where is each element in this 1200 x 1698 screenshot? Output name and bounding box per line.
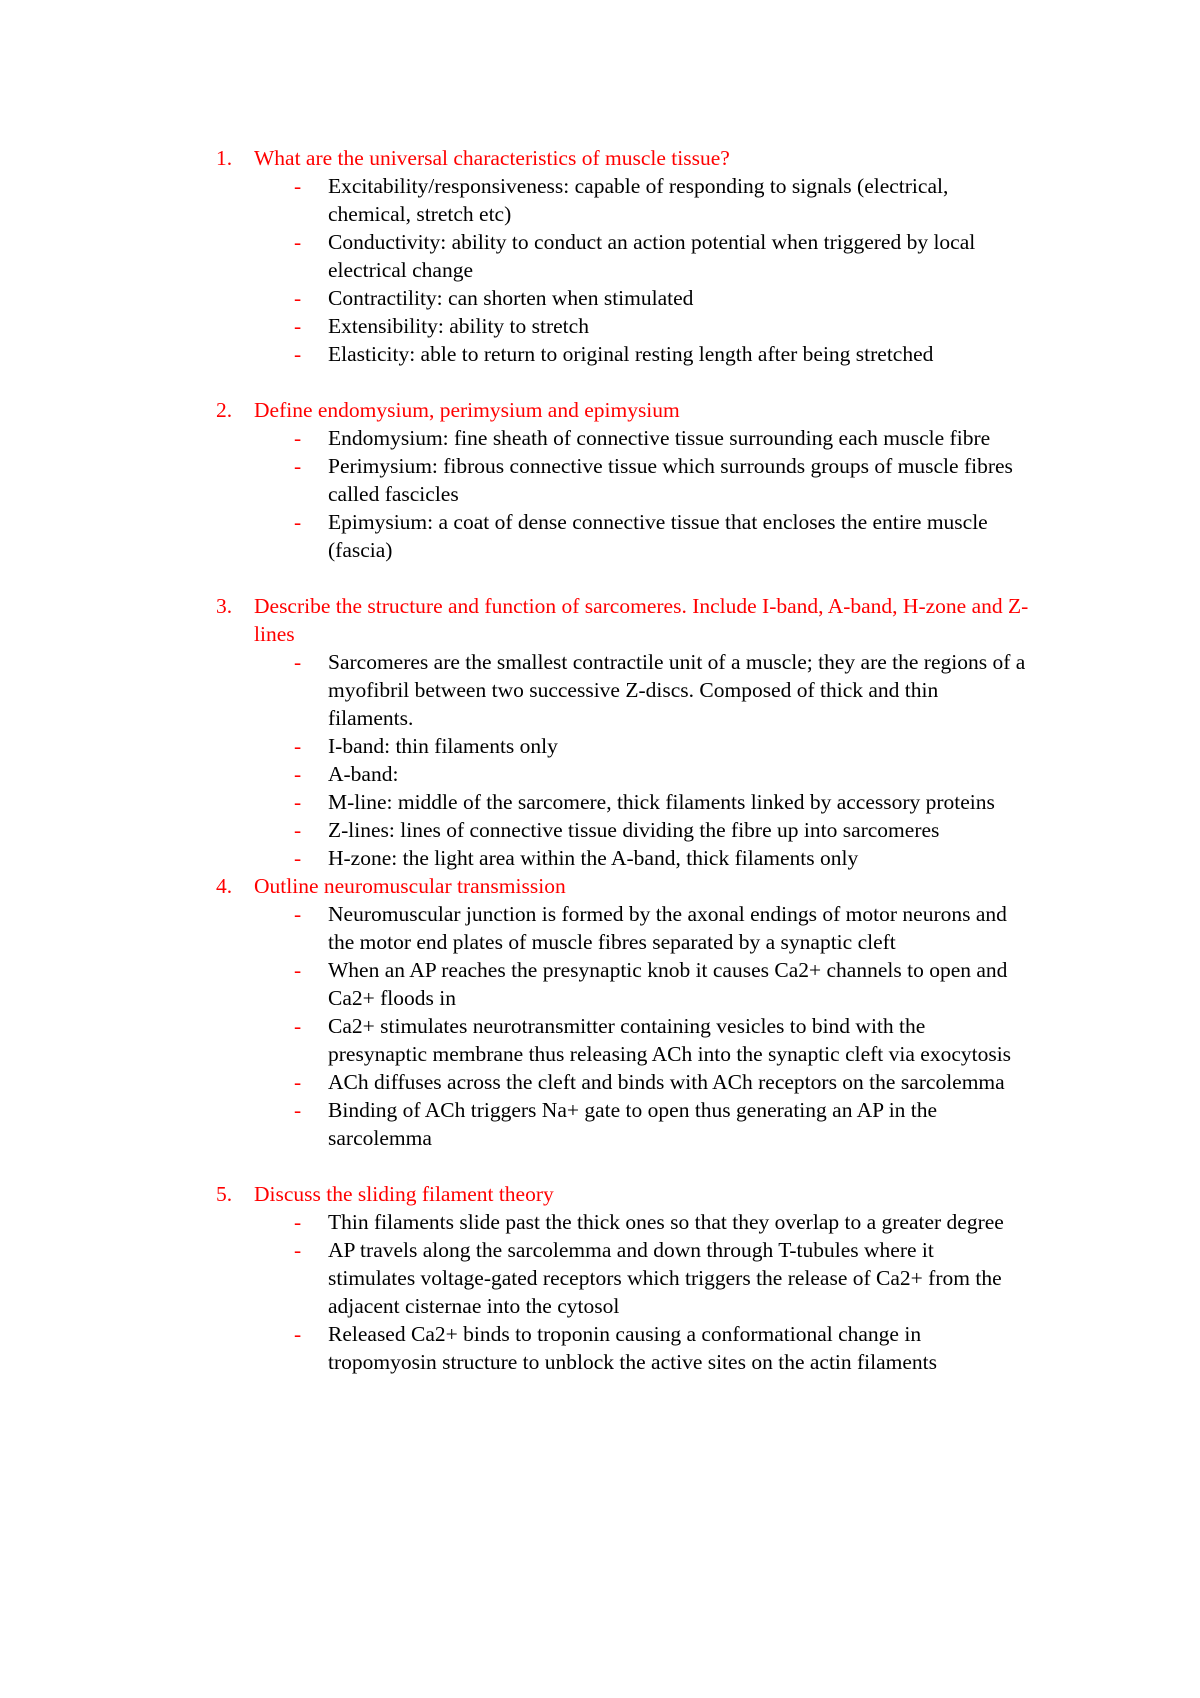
dash-bullet: - bbox=[294, 1014, 302, 1038]
answer-text: M-line: middle of the sarcomere, thick filaments linked by accessory proteins bbox=[328, 790, 995, 814]
answer-text: Neuromuscular junction is formed by the axonal endings of motor neurons and the motor end plates of muscle fibres separated by a synaptic cleft bbox=[328, 902, 1007, 954]
answer-text: A-band: bbox=[328, 762, 399, 786]
answer-text: Elasticity: able to return to original resting length after being stretched bbox=[328, 342, 934, 366]
answer-item bbox=[294, 816, 1036, 844]
answer-item bbox=[294, 172, 1036, 228]
question-4 bbox=[216, 872, 1036, 1152]
answer-list bbox=[216, 900, 1036, 1152]
answer-item bbox=[294, 956, 1036, 1012]
dash-bullet: - bbox=[294, 958, 302, 982]
answer-item bbox=[294, 788, 1036, 816]
question-5 bbox=[216, 1180, 1036, 1376]
answer-text: I-band: thin filaments only bbox=[328, 734, 558, 758]
answer-item bbox=[294, 424, 1036, 452]
question-heading bbox=[216, 592, 1036, 648]
dash-bullet: - bbox=[294, 1070, 302, 1094]
dash-bullet: - bbox=[294, 1210, 302, 1234]
dash-bullet: - bbox=[294, 902, 302, 926]
dash-bullet: - bbox=[294, 230, 302, 254]
answer-text: Endomysium: fine sheath of connective tissue surrounding each muscle fibre bbox=[328, 426, 991, 450]
dash-bullet: - bbox=[294, 790, 302, 814]
question-heading bbox=[216, 396, 1036, 424]
question-heading bbox=[216, 144, 1036, 172]
question-number: 2. bbox=[216, 398, 233, 422]
answer-text: Perimysium: fibrous connective tissue which surrounds groups of muscle fibres called fascicles bbox=[328, 454, 1013, 506]
dash-bullet: - bbox=[294, 818, 302, 842]
answer-text: Excitability/responsiveness: capable of responding to signals (electrical, chemical, stretch etc) bbox=[328, 174, 949, 226]
answer-item bbox=[294, 228, 1036, 284]
answer-text: Binding of ACh triggers Na+ gate to open thus generating an AP in the sarcolemma bbox=[328, 1098, 938, 1150]
answer-item bbox=[294, 340, 1036, 368]
dash-bullet: - bbox=[294, 510, 302, 534]
answer-text: When an AP reaches the presynaptic knob it causes Ca2+ channels to open and Ca2+ floods in bbox=[328, 958, 1008, 1010]
answer-item bbox=[294, 1096, 1036, 1152]
question-3 bbox=[216, 592, 1036, 872]
answer-text: Extensibility: ability to stretch bbox=[328, 314, 589, 338]
dash-bullet: - bbox=[294, 1098, 302, 1122]
answer-text: Thin filaments slide past the thick ones so that they overlap to a greater degree bbox=[328, 1210, 1004, 1234]
question-text: What are the universal characteristics of muscle tissue? bbox=[254, 146, 730, 170]
answer-item bbox=[294, 732, 1036, 760]
answer-text: Epimysium: a coat of dense connective tissue that encloses the entire muscle (fascia) bbox=[328, 510, 988, 562]
answer-item bbox=[294, 1208, 1036, 1236]
question-text: Discuss the sliding filament theory bbox=[254, 1182, 554, 1206]
answer-text: Conductivity: ability to conduct an action potential when triggered by local electrical change bbox=[328, 230, 976, 282]
answer-item bbox=[294, 452, 1036, 508]
answer-item bbox=[294, 648, 1036, 732]
answer-text: Z-lines: lines of connective tissue dividing the fibre up into sarcomeres bbox=[328, 818, 940, 842]
answer-text: H-zone: the light area within the A-band, thick filaments only bbox=[328, 846, 859, 870]
answer-item bbox=[294, 508, 1036, 564]
dash-bullet: - bbox=[294, 1322, 302, 1346]
question-number: 5. bbox=[216, 1182, 233, 1206]
question-number: 3. bbox=[216, 594, 233, 618]
answer-item bbox=[294, 1320, 1036, 1376]
question-text: Define endomysium, perimysium and epimysium bbox=[254, 398, 680, 422]
dash-bullet: - bbox=[294, 174, 302, 198]
question-heading bbox=[216, 1180, 1036, 1208]
question-heading bbox=[216, 872, 1036, 900]
answer-text: Released Ca2+ binds to troponin causing a conformational change in tropomyosin structure to unblock the active sites on the actin filaments bbox=[328, 1322, 938, 1374]
dash-bullet: - bbox=[294, 846, 302, 870]
question-text: Describe the structure and function of sarcomeres. Include I-band, A-band, H-zone and Z-lines bbox=[254, 594, 1029, 646]
answer-item bbox=[294, 900, 1036, 956]
answer-list bbox=[216, 1208, 1036, 1376]
dash-bullet: - bbox=[294, 1238, 302, 1262]
question-1 bbox=[216, 144, 1036, 368]
dash-bullet: - bbox=[294, 286, 302, 310]
answer-item bbox=[294, 1236, 1036, 1320]
answer-text: ACh diffuses across the cleft and binds with ACh receptors on the sarcolemma bbox=[328, 1070, 1005, 1094]
answer-item bbox=[294, 284, 1036, 312]
dash-bullet: - bbox=[294, 762, 302, 786]
dash-bullet: - bbox=[294, 650, 302, 674]
question-2 bbox=[216, 396, 1036, 564]
answer-item bbox=[294, 760, 1036, 788]
dash-bullet: - bbox=[294, 454, 302, 478]
answer-text: Contractility: can shorten when stimulated bbox=[328, 286, 694, 310]
answer-text: Sarcomeres are the smallest contractile unit of a muscle; they are the regions of a myofibril between two successive Z-discs. Composed of thick and thin filaments. bbox=[328, 650, 1026, 730]
question-list bbox=[216, 144, 1036, 1376]
answer-item bbox=[294, 844, 1036, 872]
dash-bullet: - bbox=[294, 426, 302, 450]
dash-bullet: - bbox=[294, 342, 302, 366]
answer-text: Ca2+ stimulates neurotransmitter containing vesicles to bind with the presynaptic membrane thus releasing ACh into the synaptic cleft via exocytosis bbox=[328, 1014, 1012, 1066]
question-number: 1. bbox=[216, 146, 233, 170]
answer-item bbox=[294, 1068, 1036, 1096]
question-number: 4. bbox=[216, 874, 233, 898]
dash-bullet: - bbox=[294, 314, 302, 338]
answer-text: AP travels along the sarcolemma and down through T-tubules where it stimulates voltage-gated receptors which triggers the release of Ca2+ from the adjacent cisternae into the cytosol bbox=[328, 1238, 1002, 1318]
answer-list bbox=[216, 424, 1036, 564]
answer-list bbox=[216, 172, 1036, 368]
dash-bullet: - bbox=[294, 734, 302, 758]
answer-item bbox=[294, 312, 1036, 340]
answer-item bbox=[294, 1012, 1036, 1068]
answer-list bbox=[216, 648, 1036, 872]
question-text: Outline neuromuscular transmission bbox=[254, 874, 566, 898]
